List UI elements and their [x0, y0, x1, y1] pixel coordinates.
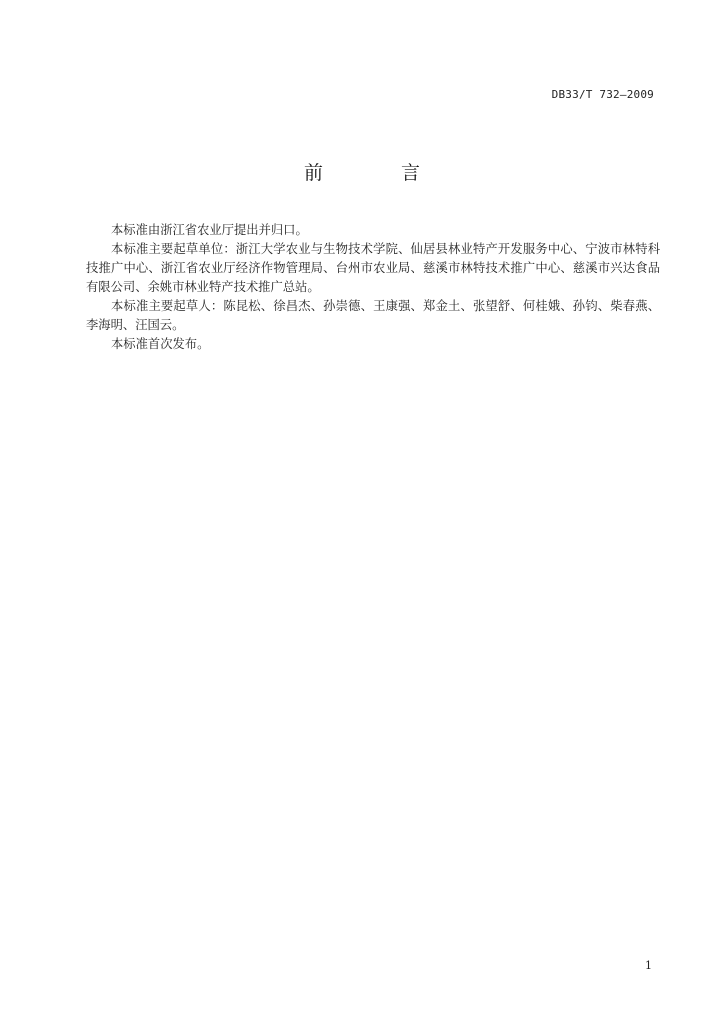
paragraph-first-release: 本标准首次发布。 — [111, 337, 210, 351]
paragraph-proposer: 本标准由浙江省农业厅提出并归口。 — [111, 223, 308, 237]
foreword-body — [86, 221, 660, 354]
standard-code: DB33/T 732—2009 — [551, 88, 654, 101]
paragraph-drafters: 本标准主要起草人：陈昆松、徐昌杰、孙崇德、王康强、郑金土、张望舒、何桂娥、孙钧、柴春燕、李海明、汪国云。 — [86, 299, 660, 332]
page-title: 前 言 — [303, 162, 457, 184]
paragraph-drafting-units: 本标准主要起草单位：浙江大学农业与生物技术学院、仙居县林业特产开发服务中心、宁波市林特科技推广中心、浙江省农业厅经济作物管理局、台州市农业局、慈溪市林特技术推广中心、慈溪市兴达食品有限公司、余姚市林业特产技术推广总站。 — [86, 242, 660, 294]
page-number: 1 — [645, 959, 652, 972]
